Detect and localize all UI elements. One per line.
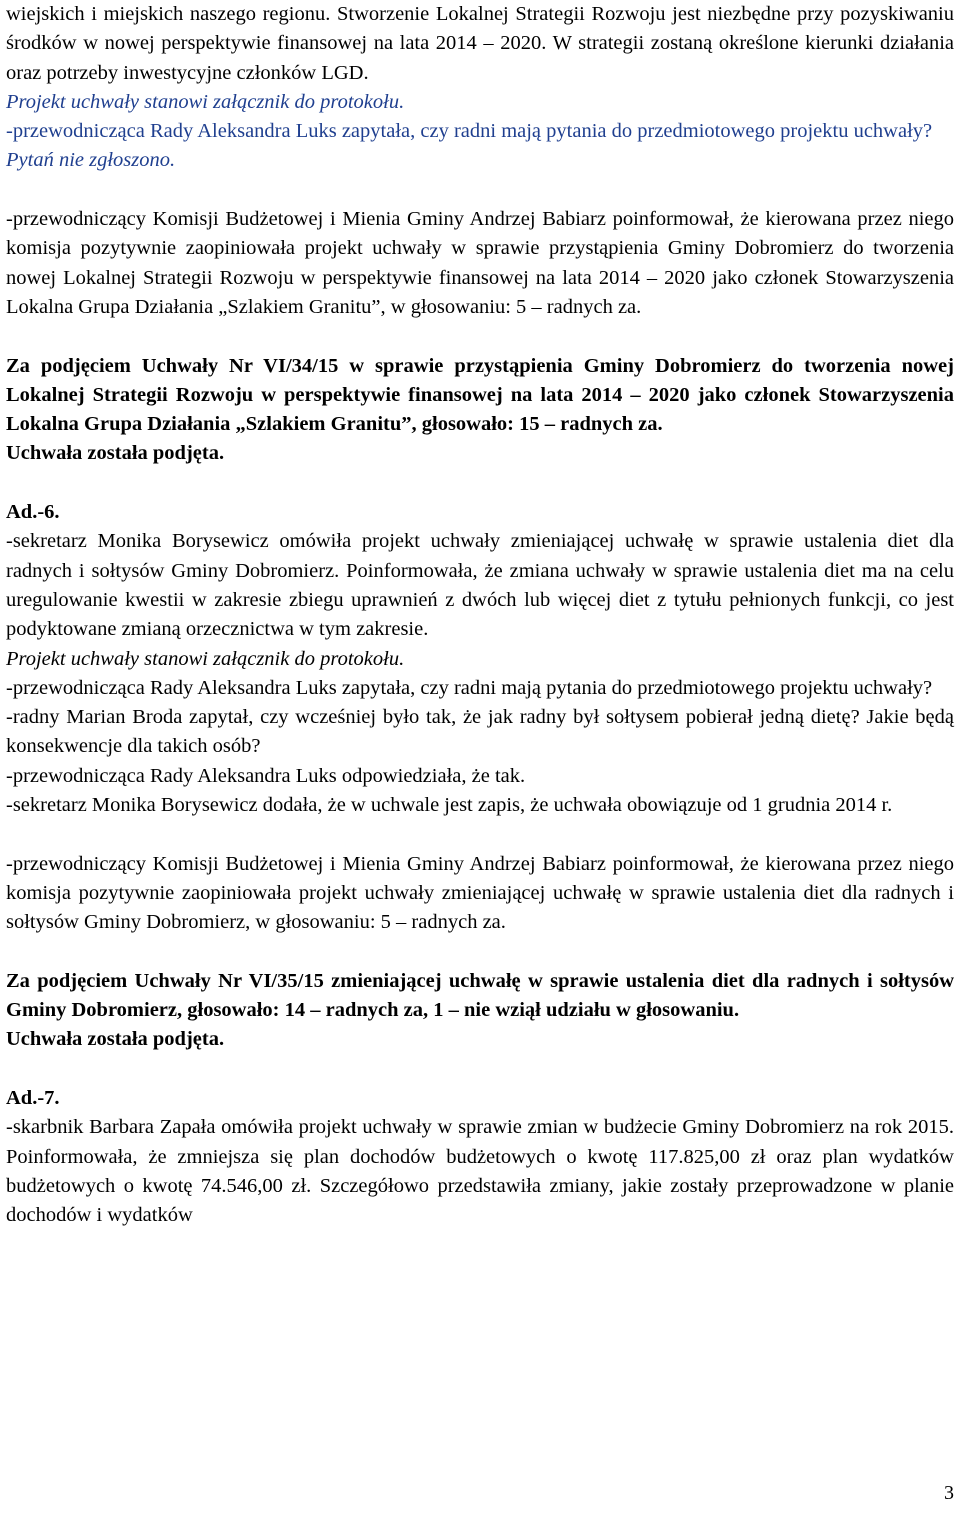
resolution-vote-vi-34-15: Za podjęciem Uchwały Nr VI/34/15 w sprawie przystąpienia Gminy Dobromierz do tworzenia nowej Lokalnej Strategii Rozwoju w perspektywie finansowej na lata 2014 – 2020 jako członek Stowarzyszenia Lokalna Grupa Działania „Szlakiem Granitu”, głosowało: 15 – radnych za. bbox=[6, 354, 954, 436]
attachment-note-2: Projekt uchwały stanowi załącznik do protokołu. bbox=[6, 647, 405, 670]
secretary-addition: -sekretarz Monika Borysewicz dodała, że w uchwale jest zapis, że uchwała obowiązuje od 1 grudnia 2014 r. bbox=[6, 794, 893, 817]
treasurer-budget-presentation: -skarbnik Barbara Zapała omówiła projekt uchwały w sprawie zmian w budżecie Gminy Dobromierz na rok 2015. Poinformowała, że zmniejsza się plan dochodów budżetowych o kwotę 117.825,00 zł oraz plan wydatków budżetowych o kwotę 74.546,00 zł. Szczegółowo przedstawiła zmiany, jakie zostały przeprowadzone w planie dochodów i wydatków bbox=[6, 1116, 954, 1227]
attachment-note: Projekt uchwały stanowi załącznik do protokołu. bbox=[6, 90, 405, 113]
chair-answer: -przewodnicząca Rady Aleksandra Luks odpowiedziała, że tak. bbox=[6, 764, 526, 787]
committee-opinion-lgd: -przewodniczący Komisji Budżetowej i Mienia Gminy Andrzej Babiarz poinformował, że kierowana przez niego komisja pozytywnie zaopiniowała projekt uchwały w sprawie przystąpienia Gminy Dobromierz do tworzenia nowej Lokalnej Strategii Rozwoju w perspektywie finansowej na lata 2014 – 2020 jako członek Stowarzyszenia Lokalna Grupa Działania „Szlakiem Granitu”, w głosowaniu: 5 – radnych za. bbox=[6, 208, 954, 318]
paragraph-lgd-strategy-intro: wiejskich i miejskich naszego regionu. Stworzenie Lokalnej Strategii Rozwoju jest niezbędne przy pozyskiwaniu środków w nowej perspektywie finansowej na lata 2014 – 2020. W strategii zostaną określone kierunki działania oraz potrzeby inwestycyjne członków LGD. bbox=[6, 3, 954, 84]
chair-question: -przewodnicząca Rady Aleksandra Luks zapytała, czy radni mają pytania do przedmiotowego projektu uchwały? bbox=[6, 120, 933, 143]
agenda-item-7: Ad.-7. bbox=[6, 1086, 60, 1109]
resolution-adopted-note-2: Uchwała została podjęta. bbox=[6, 1028, 225, 1051]
secretary-diets-presentation: -sekretarz Monika Borysewicz omówiła projekt uchwały zmieniającej uchwałę w sprawie ustalenia diet dla radnych i sołtysów Gminy Dobromierz. Poinformowała, że zmiana uchwały w sprawie ustalenia diet ma na celu uregulowanie kwestii w zakresie zbiegu uprawnień z dwóch lub więcej diet z tytułu pełnionych funkcji, co jest podyktowane zmianą orzecznictwa w tym zakresie. bbox=[6, 530, 954, 641]
chair-question-2: -przewodnicząca Rady Aleksandra Luks zapytała, czy radni mają pytania do przedmiotowego projektu uchwały? bbox=[6, 676, 933, 699]
document-page bbox=[6, 0, 954, 1230]
resolution-adopted-note: Uchwała została podjęta. bbox=[6, 442, 225, 465]
page-number: 3 bbox=[944, 1482, 954, 1504]
agenda-item-6: Ad.-6. bbox=[6, 501, 60, 524]
councilor-broda-question: -radny Marian Broda zapytał, czy wcześniej było tak, że jak radny był sołtysem pobierał jedną dietę? Jakie będą konsekwencje dla takich osób? bbox=[6, 706, 954, 758]
no-questions-note: Pytań nie zgłoszono. bbox=[6, 149, 176, 172]
resolution-vote-vi-35-15: Za podjęciem Uchwały Nr VI/35/15 zmieniającej uchwałę w sprawie ustalenia diet dla radnych i sołtysów Gminy Dobromierz, głosowało: 14 – radnych za, 1 – nie wziął udziału w głosowaniu. bbox=[6, 969, 954, 1022]
committee-opinion-diets: -przewodniczący Komisji Budżetowej i Mienia Gminy Andrzej Babiarz poinformował, że kierowana przez niego komisja pozytywnie zaopiniowała projekt uchwały zmieniającej uchwałę w sprawie ustalenia diet dla radnych i sołtysów Gminy Dobromierz, w głosowaniu: 5 – radnych za. bbox=[6, 852, 954, 934]
